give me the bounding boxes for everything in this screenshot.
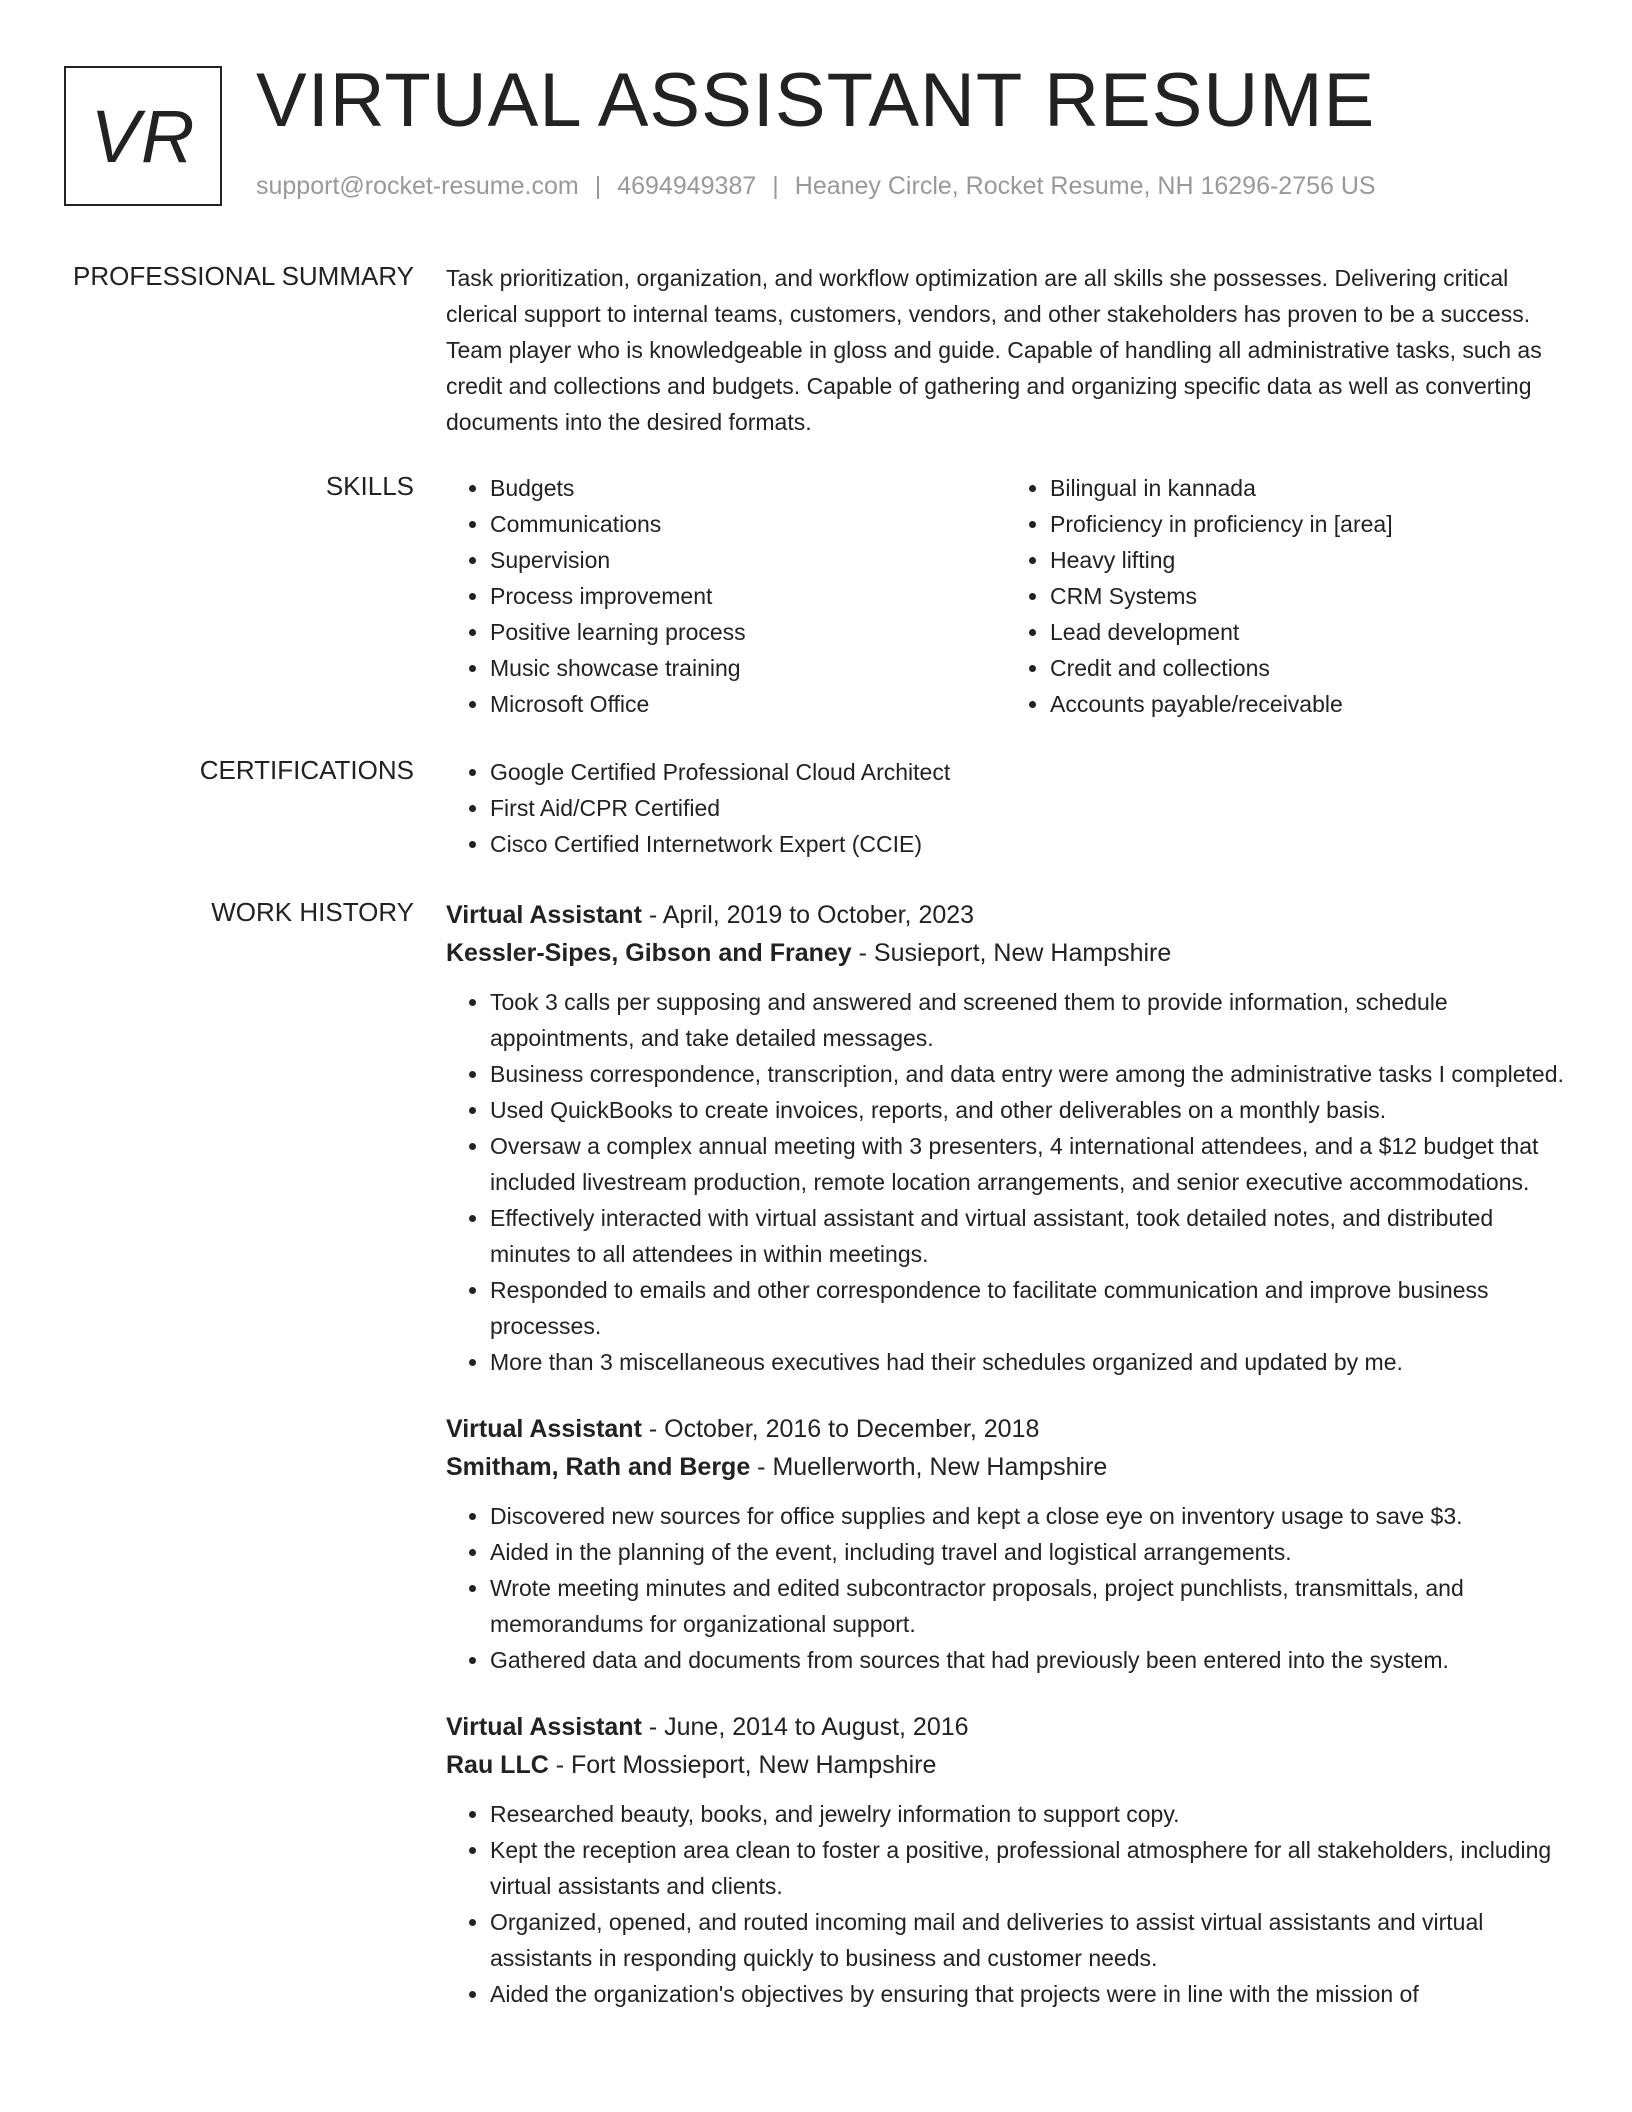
job-dates: - October, 2016 to December, 2018 — [641, 1415, 1040, 1443]
monogram-text: VR — [90, 94, 196, 178]
skills-columns — [446, 470, 1566, 722]
job-title: Virtual Assistant — [446, 1415, 642, 1443]
job-bullet: • Gathered data and documents from sources that had previously been entered into the system. — [490, 1642, 1566, 1678]
job-bullet: • Aided in the planning of the event, including travel and logistical arrangements. — [490, 1534, 1566, 1570]
contact-line — [256, 172, 1376, 201]
skills-list-left — [446, 470, 1006, 722]
job-bullet: • More than 3 miscellaneous executives had their schedules organized and updated by me. — [490, 1344, 1566, 1380]
job-title: Virtual Assistant — [446, 901, 642, 929]
skill-item: • Microsoft Office — [490, 686, 1006, 722]
job-title-line — [446, 896, 1566, 934]
job-bullet: • Took 3 calls per supposing and answered and screened them to provide information, schedule appointments, and take detailed messages. — [490, 984, 1566, 1056]
job-bullets — [446, 1796, 1566, 2012]
skill-item: • Proficiency in proficiency in [area] — [1050, 506, 1566, 542]
job-bullet: • Responded to emails and other correspondence to facilitate communication and improve business processes. — [490, 1272, 1566, 1344]
skill-item: • Music showcase training — [490, 650, 1006, 686]
job-entry — [446, 1708, 1566, 2012]
work-history-label: WORK HISTORY — [211, 897, 414, 927]
contact-separator: | — [594, 172, 602, 200]
skill-item: • Credit and collections — [1050, 650, 1566, 686]
skills-list-right — [1006, 470, 1566, 722]
skill-item: • Lead development — [1050, 614, 1566, 650]
job-bullet: • Researched beauty, books, and jewelry information to support copy. — [490, 1796, 1566, 1832]
summary-text: Task prioritization, organization, and workflow optimization are all skills she possesses. Delivering critical clerical support to internal teams, customers, vendors, and other stakeholders has proven to be a success. Team player who is knowledgeable in gloss and guide. Capable of handling all administrative tasks, such as credit and collections and budgets. Capable of gathering and organizing specific data as well as converting documents into the desired formats. — [446, 265, 1542, 435]
job-bullet: • Used QuickBooks to create invoices, reports, and other deliverables on a monthly basis. — [490, 1092, 1566, 1128]
job-title-line — [446, 1708, 1566, 1746]
job-bullet: • Business correspondence, transcription, and data entry were among the administrative tasks I completed. — [490, 1056, 1566, 1092]
certification-item: • First Aid/CPR Certified — [490, 790, 1566, 826]
skill-item: • Process improvement — [490, 578, 1006, 614]
contact-phone: 4694949387 — [617, 172, 757, 200]
job-company-line — [446, 1746, 1566, 1784]
job-bullet: • Discovered new sources for office supplies and kept a close eye on inventory usage to save $3. — [490, 1498, 1566, 1534]
job-company-line — [446, 934, 1566, 972]
certifications-label: CERTIFICATIONS — [199, 755, 414, 785]
contact-address: Heaney Circle, Rocket Resume, NH 16296-2756 US — [794, 172, 1376, 200]
skill-item: • Heavy lifting — [1050, 542, 1566, 578]
job-bullet: • Organized, opened, and routed incoming mail and deliveries to assist virtual assistants and virtual assistants in responding quickly to business and customer needs. — [490, 1904, 1566, 1976]
monogram-logo — [64, 66, 222, 206]
job-bullet: • Aided the organization's objectives by ensuring that projects were in line with the mission of — [490, 1976, 1566, 2012]
skill-item: • Accounts payable/receivable — [1050, 686, 1566, 722]
job-bullets — [446, 1498, 1566, 1678]
contact-email: support@rocket-resume.com — [256, 172, 579, 200]
job-company: Kessler-Sipes, Gibson and Franey — [446, 939, 852, 967]
certifications-body — [446, 754, 1566, 862]
skill-item: • Communications — [490, 506, 1006, 542]
skill-item: • Bilingual in kannada — [1050, 470, 1566, 506]
job-company: Rau LLC — [446, 1751, 549, 1779]
job-company: Smitham, Rath and Berge — [446, 1453, 751, 1481]
certification-item: • Cisco Certified Internetwork Expert (CCIE) — [490, 826, 1566, 862]
contact-separator: | — [772, 172, 779, 200]
summary-label: PROFESSIONAL SUMMARY — [73, 261, 414, 291]
job-entry — [446, 1410, 1566, 1678]
skill-item: • Budgets — [490, 470, 1006, 506]
job-dates: - June, 2014 to August, 2016 — [641, 1713, 969, 1741]
job-dates: - April, 2019 to October, 2023 — [641, 901, 975, 929]
certification-item: • Google Certified Professional Cloud Architect — [490, 754, 1566, 790]
job-bullet: • Wrote meeting minutes and edited subcontractor proposals, project punchlists, transmittals, and memorandums for organizational support. — [490, 1570, 1566, 1642]
job-bullets — [446, 984, 1566, 1380]
skills-label: SKILLS — [325, 471, 414, 501]
job-bullet: • Effectively interacted with virtual assistant and virtual assistant, took detailed notes, and distributed minutes to all attendees in within meetings. — [490, 1200, 1566, 1272]
job-company-line — [446, 1448, 1566, 1486]
job-location: - Susieport, New Hampshire — [851, 939, 1172, 967]
page-title: VIRTUAL ASSISTANT RESUME — [256, 58, 1376, 143]
job-location: - Fort Mossieport, New Hampshire — [548, 1751, 937, 1779]
job-location: - Muellerworth, New Hampshire — [750, 1453, 1108, 1481]
job-title-line — [446, 1410, 1566, 1448]
work-history-body — [446, 896, 1566, 2042]
job-title: Virtual Assistant — [446, 1713, 642, 1741]
skill-item: • Supervision — [490, 542, 1006, 578]
job-bullet: • Kept the reception area clean to foster a positive, professional atmosphere for all stakeholders, including virtual assistants and clients. — [490, 1832, 1566, 1904]
job-bullet: • Oversaw a complex annual meeting with 3 presenters, 4 international attendees, and a $12 budget that included livestream production, remote location arrangements, and senior executive accommodations. — [490, 1128, 1566, 1200]
certifications-list — [446, 754, 1566, 862]
skill-item: • Positive learning process — [490, 614, 1006, 650]
skill-item: • CRM Systems — [1050, 578, 1566, 614]
job-entry — [446, 896, 1566, 1380]
